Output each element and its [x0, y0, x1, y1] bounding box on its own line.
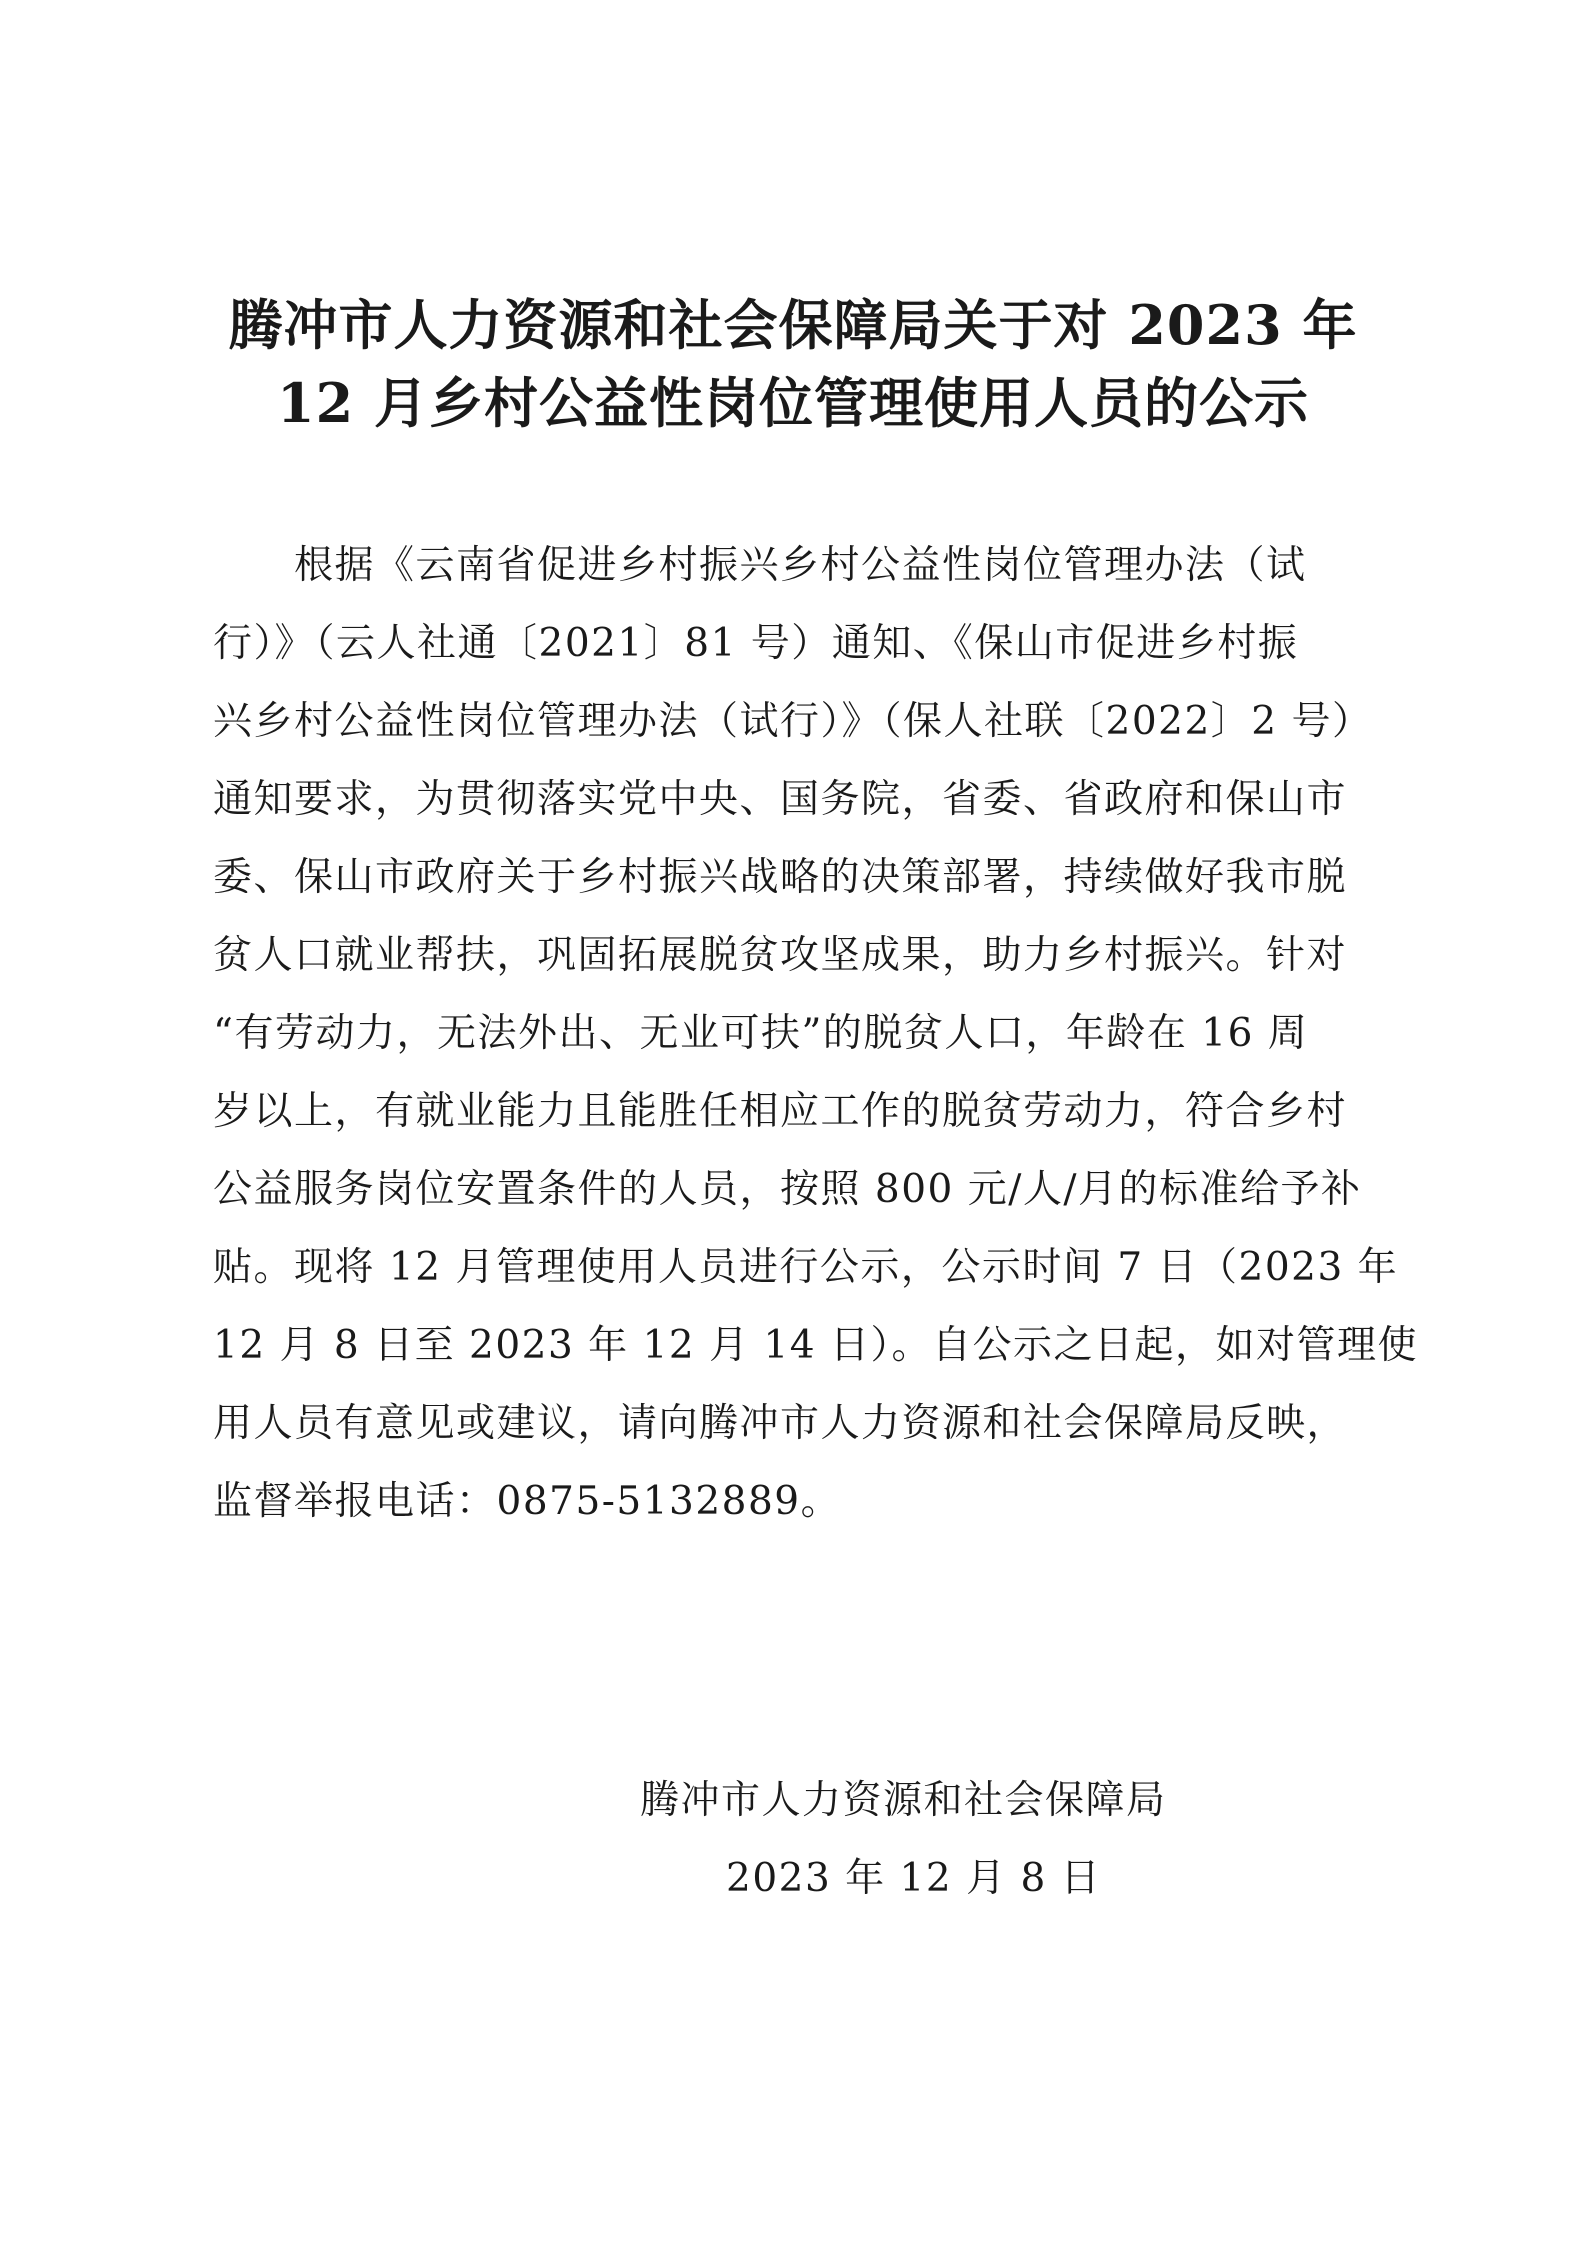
- body-line-9: 公益服务岗位安置条件的人员，按照 800 元/人/月的标准给予补: [213, 1167, 1362, 1212]
- body-line-6: 贫人口就业帮扶，巩固拓展脱贫攻坚成果，助力乡村振兴。针对: [213, 933, 1348, 978]
- document-title-line-1: 腾冲市人力资源和社会保障局关于对 2023 年: [228, 293, 1358, 357]
- body-line-13: 监督举报电话：0875-5132889。: [213, 1479, 842, 1524]
- body-line-4: 通知要求，为贯彻落实党中央、国务院，省委、省政府和保山市: [213, 777, 1348, 822]
- body-line-1: 根据《云南省促进乡村振兴乡村公益性岗位管理办法（试: [213, 543, 1307, 588]
- body-line-8: 岁以上，有就业能力且能胜任相应工作的脱贫劳动力，符合乡村: [213, 1089, 1348, 1134]
- body-line-3: 兴乡村公益性岗位管理办法（试行）》（保人社联〔2022〕2 号）: [213, 699, 1373, 744]
- signature-date: 2023 年 12 月 8 日: [726, 1856, 1102, 1901]
- body-line-10: 贴。现将 12 月管理使用人员进行公示，公示时间 7 日（2023 年: [213, 1245, 1399, 1290]
- document-title-line-2: 12 月乡村公益性岗位管理使用人员的公示: [277, 371, 1309, 435]
- body-line-12: 用人员有意见或建议，请向腾冲市人力资源和社会保障局反映，: [213, 1401, 1348, 1446]
- body-line-11: 12 月 8 日至 2023 年 12 月 14 日）。自公示之日起，如对管理使: [213, 1323, 1419, 1368]
- body-line-2: 行）》（云人社通〔2021〕81 号）通知、《保山市促进乡村振: [213, 621, 1299, 666]
- signature-organization: 腾冲市人力资源和社会保障局: [640, 1778, 1167, 1823]
- body-line-5: 委、保山市政府关于乡村振兴战略的决策部署，持续做好我市脱: [213, 855, 1348, 900]
- body-line-7: “有劳动力，无法外出、无业可扶”的脱贫人口，年龄在 16 周: [213, 1011, 1309, 1056]
